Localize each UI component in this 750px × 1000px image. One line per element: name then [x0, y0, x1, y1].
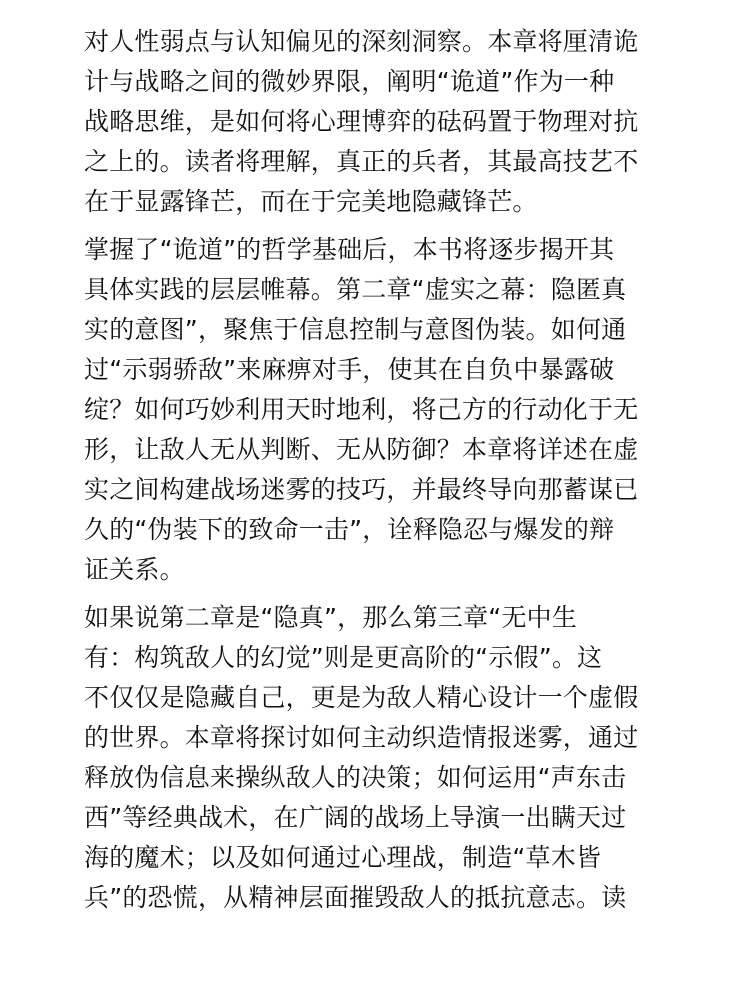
paragraph-line: 之上的。读者将理解，真正的兵者，其最高技艺不 — [84, 147, 639, 176]
paragraph-line: 证关系。 — [84, 555, 185, 584]
paragraph-line: 对人性弱点与认知偏见的深刻洞察。本章将厘清诡 — [84, 27, 639, 56]
paragraph-line: 在于显露锋芒，而在于完美地隐藏锋芒。 — [84, 187, 538, 216]
paragraph-line: 的世界。本章将探讨如何主动织造情报迷雾，通过 — [84, 723, 639, 752]
paragraph-line: 绽？如何巧妙利用天时地利，将己方的行动化于无 — [84, 395, 639, 424]
paragraph-2 — [84, 230, 674, 590]
paragraph-line: 具体实践的层层帷幕。第二章“虚实之幕：隐匿真 — [84, 275, 627, 304]
paragraph-line: 过“示弱骄敌”来麻痹对手，使其在自负中暴露破 — [84, 355, 615, 384]
article-body — [84, 22, 674, 926]
paragraph-line: 不仅仅是隐藏自己，更是为敌人精心设计一个虚假 — [84, 683, 639, 712]
paragraph-line: 兵”的恐慌，从精神层面摧毁敌人的抵抗意志。读 — [84, 883, 627, 912]
paragraph-line: 实之间构建战场迷雾的技巧，并最终导向那蓄谋已 — [84, 475, 639, 504]
paragraph-3 — [84, 598, 674, 918]
paragraph-line: 战略思维，是如何将心理博弈的砝码置于物理对抗 — [84, 107, 639, 136]
paragraph-line: 如果说第二章是“隐真”，那么第三章“无中生 — [84, 603, 578, 632]
paragraph-line: 掌握了“诡道”的哲学基础后，本书将逐步揭开其 — [84, 235, 615, 264]
paragraph-line: 久的“伪装下的致命一击”，诠释隐忍与爆发的辩 — [84, 515, 615, 544]
paragraph-line: 西”等经典战术，在广阔的战场上导演一出瞒天过 — [84, 803, 627, 832]
paragraph-line: 释放伪信息来操纵敌人的决策；如何运用“声东击 — [84, 763, 627, 792]
paragraph-line: 有：构筑敌人的幻觉”则是更高阶的“示假”。这 — [84, 643, 603, 672]
paragraph-line: 实的意图”，聚焦于信息控制与意图伪装。如何通 — [84, 315, 627, 344]
paragraph-line: 计与战略之间的微妙界限，阐明“诡道”作为一种 — [84, 67, 615, 96]
paragraph-1 — [84, 22, 674, 222]
paragraph-line: 海的魔术；以及如何通过心理战，制造“草木皆 — [84, 843, 602, 872]
paragraph-line: 形，让敌人无从判断、无从防御？本章将详述在虚 — [84, 435, 639, 464]
